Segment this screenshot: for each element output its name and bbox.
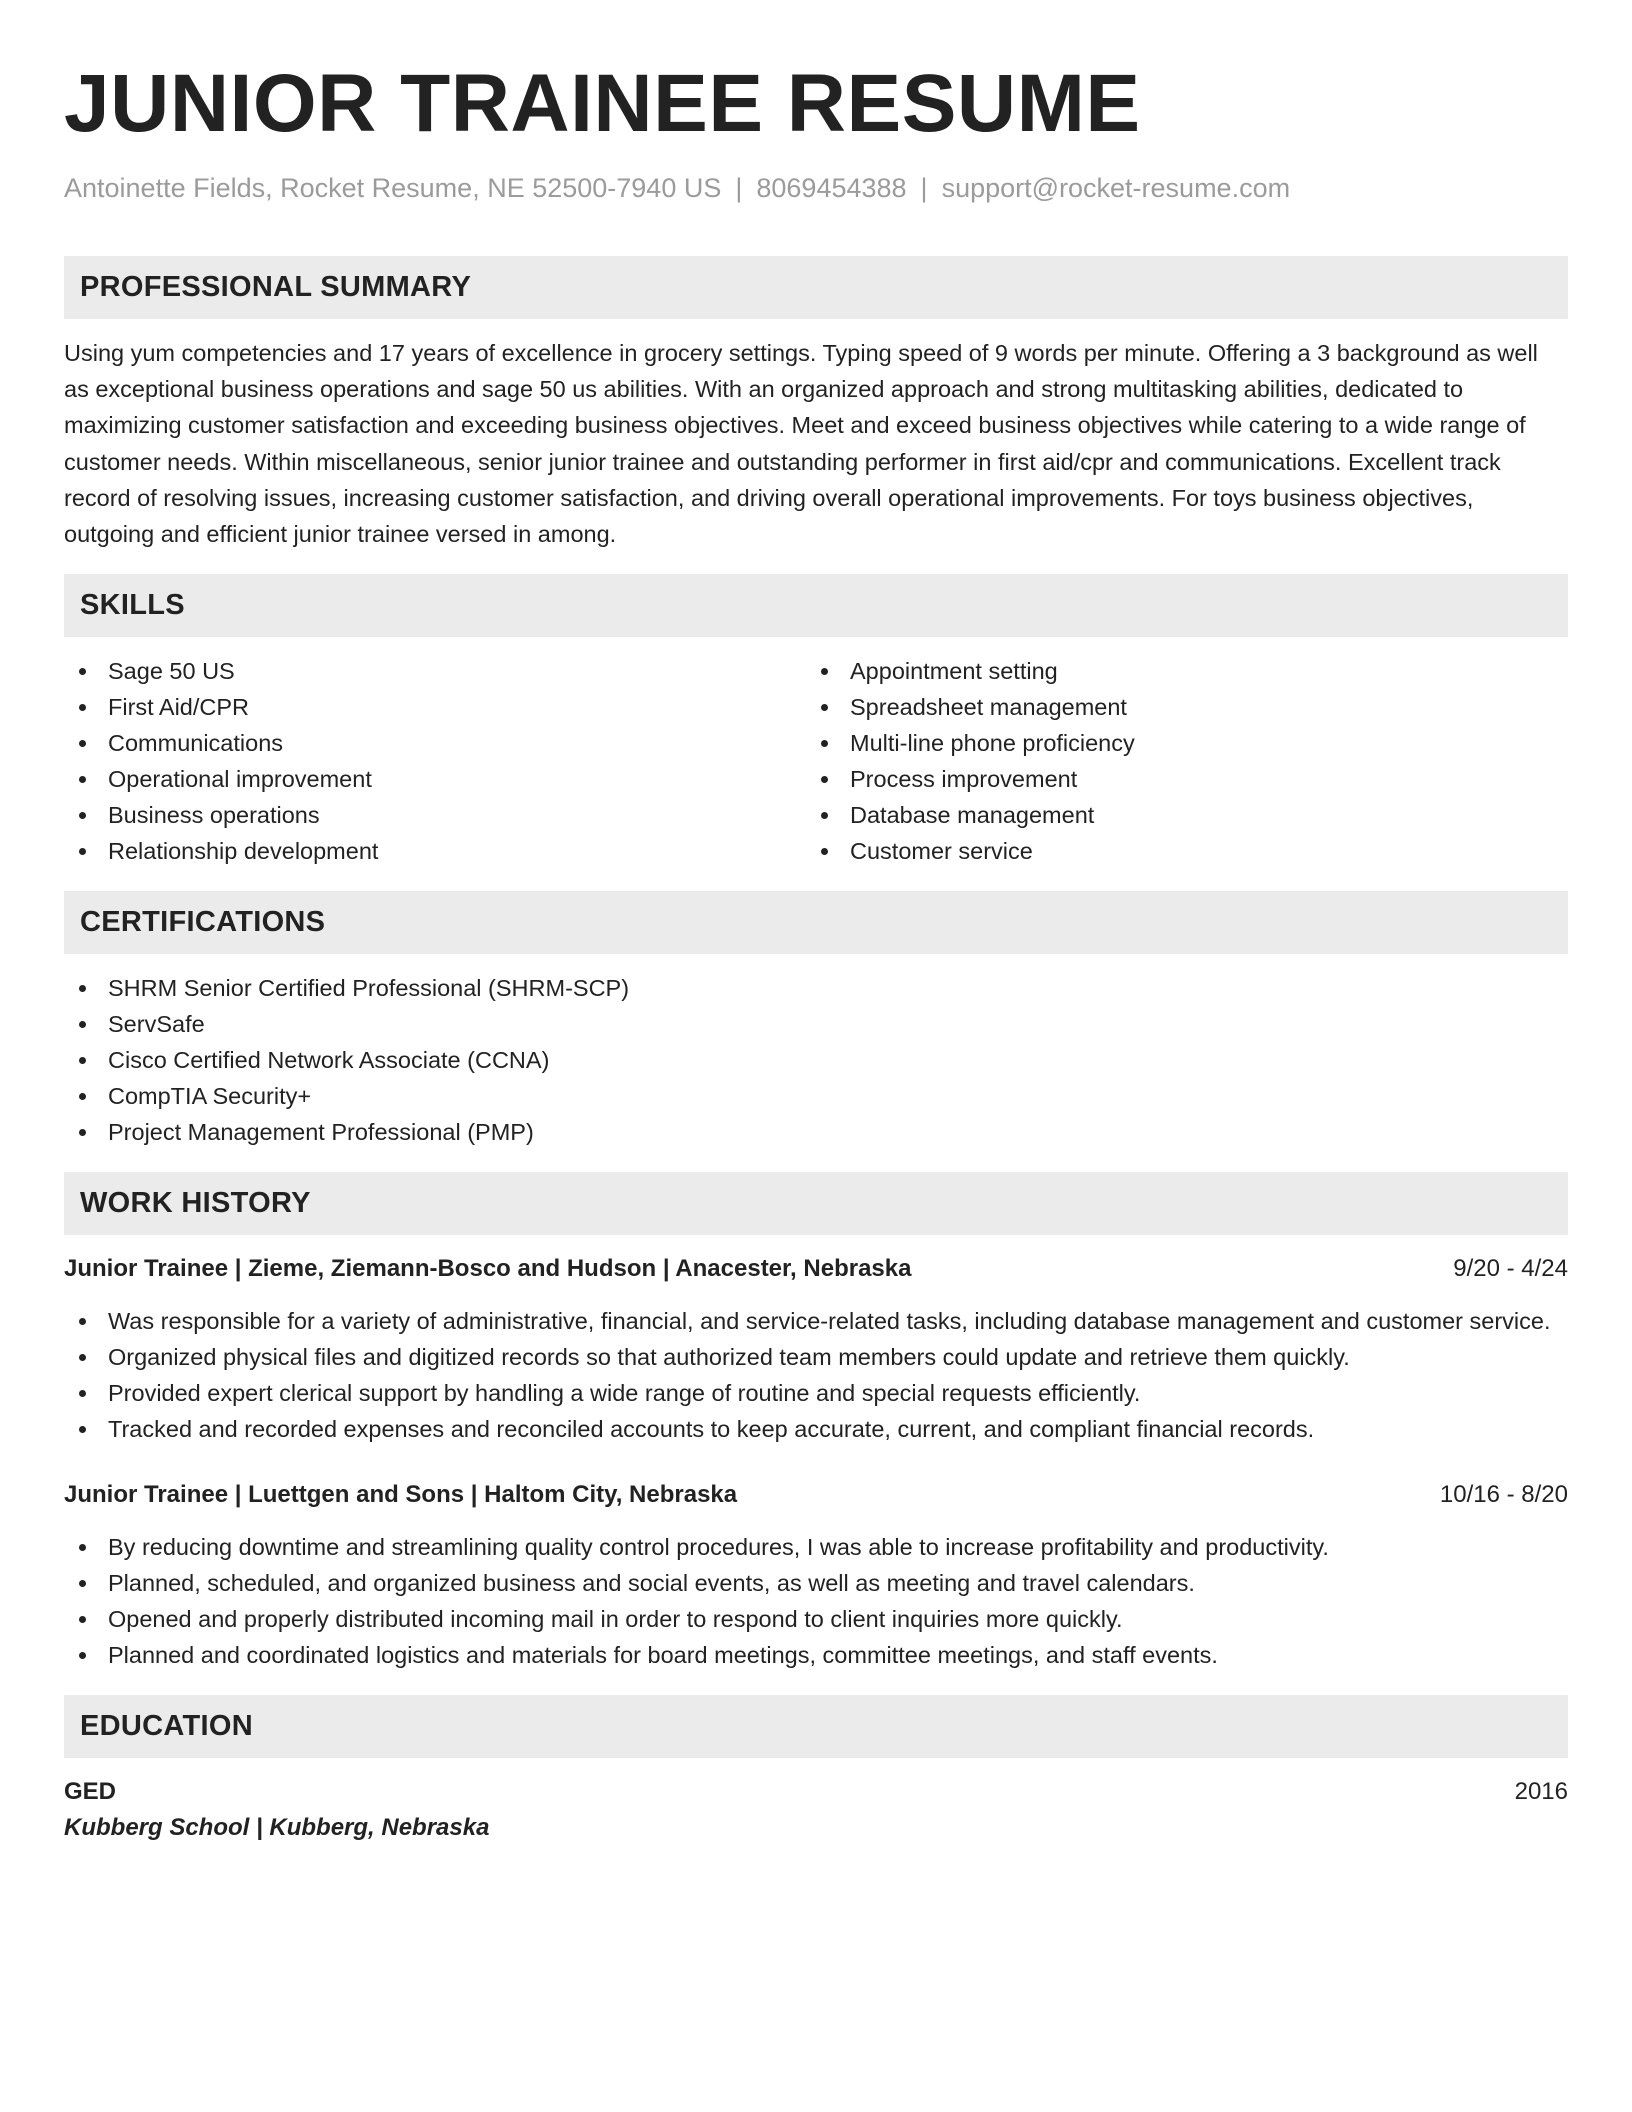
summary-heading: PROFESSIONAL SUMMARY — [64, 256, 1568, 319]
education-entry — [64, 1774, 1568, 1846]
education-degree: GED — [64, 1778, 117, 1806]
skill-item: Spreadsheet management — [806, 689, 1548, 725]
contact-email: support@rocket-resume.com — [941, 173, 1291, 203]
skills-left-list — [64, 653, 806, 869]
skill-item: First Aid/CPR — [64, 689, 806, 725]
contact-phone: 8069454388 — [756, 173, 907, 203]
summary-text: Using yum competencies and 17 years of excellence in grocery settings. Typing speed of 9 words per minute. Offering a 3 background as well as exceptional business operations and sage 50 us abilities. With an organized approach and strong multitasking abilities, dedicated to maximizing customer satisfaction and exceeding business objectives. Meet and exceed business objectives while catering to a wide range of customer needs. Within miscellaneous, senior junior trainee and outstanding performer in first aid/cpr and communications. Excellent track record of resolving issues, increasing customer satisfaction, and driving overall operational improvements. For toys business objectives, outgoing and efficient junior trainee versed in among. — [64, 340, 1538, 548]
certification-item: Cisco Certified Network Associate (CCNA) — [64, 1042, 1568, 1078]
job-header — [64, 1477, 1568, 1513]
job-bullet: Opened and properly distributed incoming mail in order to respond to client inquiries more quickly. — [64, 1601, 1568, 1637]
education-school: Kubberg School | Kubberg, Nebraska — [64, 1814, 490, 1842]
skill-item: Process improvement — [806, 761, 1548, 797]
job-bullet: Was responsible for a variety of administrative, financial, and service-related tasks, including database management and customer service. — [64, 1303, 1568, 1339]
certification-item: CompTIA Security+ — [64, 1078, 1568, 1114]
job-entry — [64, 1477, 1568, 1673]
job-dates: 10/16 - 8/20 — [1439, 1481, 1568, 1509]
job-bullet: Tracked and recorded expenses and reconciled accounts to keep accurate, current, and compliant financial records. — [64, 1411, 1568, 1447]
skill-item: Customer service — [806, 833, 1548, 869]
job-title: Junior Trainee | Zieme, Ziemann-Bosco and Hudson | Anacester, Nebraska — [64, 1255, 912, 1283]
education-year: 2016 — [1514, 1778, 1568, 1806]
education-heading: EDUCATION — [64, 1695, 1568, 1758]
contact-address: Antoinette Fields, Rocket Resume, NE 52500-7940 US — [64, 173, 722, 203]
skills-columns — [64, 653, 1568, 869]
contact-separator: | — [920, 173, 928, 203]
skills-heading: SKILLS — [64, 574, 1568, 637]
certification-item: Project Management Professional (PMP) — [64, 1114, 1568, 1150]
skill-item: Business operations — [64, 797, 806, 833]
job-bullet: Planned and coordinated logistics and materials for board meetings, committee meetings, and staff events. — [64, 1637, 1568, 1673]
skill-item: Operational improvement — [64, 761, 806, 797]
skill-item: Database management — [806, 797, 1548, 833]
job-bullet: Provided expert clerical support by handling a wide range of routine and special requests efficiently. — [64, 1375, 1568, 1411]
resume-page — [64, 56, 1568, 1846]
job-bullet: Organized physical files and digitized records so that authorized team members could update and retrieve them quickly. — [64, 1339, 1568, 1375]
work-history-heading: WORK HISTORY — [64, 1172, 1568, 1235]
certification-item: SHRM Senior Certified Professional (SHRM-SCP) — [64, 970, 1568, 1006]
skill-item: Relationship development — [64, 833, 806, 869]
skills-right-list — [806, 653, 1548, 869]
skill-item: Multi-line phone proficiency — [806, 725, 1548, 761]
job-entry — [64, 1251, 1568, 1447]
certification-item: ServSafe — [64, 1006, 1568, 1042]
certifications-list — [64, 970, 1568, 1150]
contact-line — [64, 170, 1568, 206]
skill-item: Communications — [64, 725, 806, 761]
job-bullet: Planned, scheduled, and organized business and social events, as well as meeting and travel calendars. — [64, 1565, 1568, 1601]
certifications-heading: CERTIFICATIONS — [64, 891, 1568, 954]
skill-item: Sage 50 US — [64, 653, 806, 689]
contact-separator: | — [735, 173, 743, 203]
job-dates: 9/20 - 4/24 — [1453, 1255, 1568, 1283]
job-bullet: By reducing downtime and streamlining quality control procedures, I was able to increase profitability and productivity. — [64, 1529, 1568, 1565]
job-bullets — [64, 1303, 1568, 1447]
job-title: Junior Trainee | Luettgen and Sons | Haltom City, Nebraska — [64, 1481, 738, 1509]
skill-item: Appointment setting — [806, 653, 1548, 689]
job-header — [64, 1251, 1568, 1287]
resume-title: JUNIOR TRAINEE RESUME — [64, 58, 1141, 149]
job-bullets — [64, 1529, 1568, 1673]
education-header — [64, 1774, 1568, 1810]
